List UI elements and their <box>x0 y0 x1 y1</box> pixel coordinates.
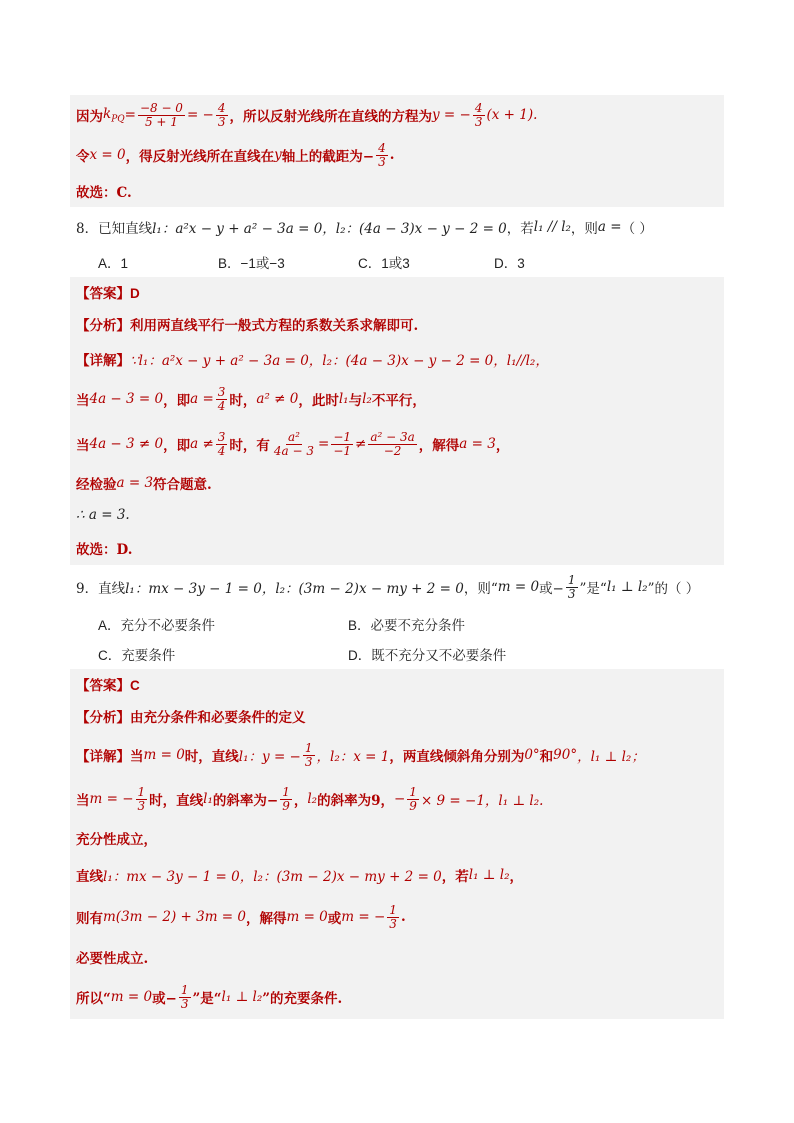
fraction-numerator: 1 <box>282 784 290 799</box>
text: 8．已知直线 <box>76 221 153 237</box>
text: ，得反射光线所在直线在 <box>125 149 275 165</box>
text: 或− <box>539 581 564 597</box>
text: ∵l₁：a²x − y + a² − 3a = 0，l₂：(4a − 3)x − y − 2 = 0，l₁//l₂， <box>130 353 549 369</box>
fraction-denominator: 4 <box>217 398 226 413</box>
text: m = − <box>341 909 386 925</box>
text: l₁ ⊥ l₂ <box>606 579 648 595</box>
fraction-denominator: 3 <box>567 586 576 601</box>
text: l₁：y = − <box>238 749 301 765</box>
text: ≠ <box>355 436 367 452</box>
text: 的斜率为− <box>212 793 279 809</box>
fraction-numerator: a² <box>287 429 300 444</box>
q8-stem <box>70 207 724 247</box>
q8-analysis: 【分析】利用两直线平行一般式方程的系数关系求解即可. <box>76 318 419 334</box>
text: m = 0 <box>497 579 540 595</box>
q8-solution-block <box>70 277 724 565</box>
fraction-denominator: 3 <box>304 754 313 769</box>
text: x = 0 <box>89 147 126 163</box>
text: a = 3 <box>459 436 496 452</box>
fraction-denominator: 3 <box>137 798 146 813</box>
fraction <box>331 431 353 457</box>
fraction <box>368 431 416 457</box>
text: l₁ ⊥ l₂ <box>221 989 263 1005</box>
text: ， <box>293 793 308 809</box>
text: 或 <box>327 911 342 927</box>
text: . <box>389 147 395 163</box>
fraction-denominator: 3 <box>474 114 483 129</box>
text: 4a − 3 = 0 <box>89 391 164 407</box>
fraction-numerator: 1 <box>389 902 397 917</box>
text: l₁：mx − 3y − 1 = 0，l₂：(3m − 2)x − my + 2 = 0 <box>125 581 464 597</box>
q9-necessity: 必要性成立. <box>76 951 149 967</box>
q8-answer: 【答案】D <box>76 286 140 301</box>
fraction-numerator: 1 <box>137 784 146 799</box>
fraction-denominator: −1 <box>333 443 352 458</box>
text: ”是“ <box>192 991 222 1007</box>
text: ，两直线倾斜角分别为 <box>389 749 525 765</box>
q7-solution-line-1 <box>76 95 718 135</box>
text: a ≠ <box>190 436 214 452</box>
fraction-denominator: 9 <box>409 798 417 813</box>
text: 符合题意. <box>153 477 212 493</box>
fraction-numerator: a² − 3a <box>370 429 415 444</box>
fraction <box>566 574 578 600</box>
text: ，则 <box>570 221 598 237</box>
text: − <box>393 791 406 807</box>
math-k <box>103 106 125 125</box>
text: l₂ <box>307 791 318 807</box>
text: 时，直线 <box>149 793 204 809</box>
fraction <box>216 431 228 457</box>
q9-options-row-2 <box>70 639 724 669</box>
fraction <box>216 386 228 412</box>
text: ，即 <box>163 393 191 409</box>
q9-stem <box>70 565 724 609</box>
text: l₁：mx − 3y − 1 = 0，l₂：(3m − 2)x − my + 2 = 0 <box>103 869 442 885</box>
q8-therefore <box>76 499 718 531</box>
fraction-numerator: 1 <box>180 982 189 997</box>
fraction-numerator: 3 <box>217 384 226 399</box>
text: m = − <box>89 791 134 807</box>
q7-solution-line-2 <box>76 135 718 175</box>
option-a: A．1 <box>98 256 129 271</box>
q8-options <box>70 247 724 277</box>
fraction-numerator: 1 <box>567 572 576 587</box>
fraction <box>387 904 399 930</box>
fraction <box>272 431 316 457</box>
q9-sufficiency: 充分性成立， <box>76 832 157 848</box>
text: m(3m − 2) + 3m = 0 <box>103 909 246 925</box>
text: ，l₂：x = 1 <box>316 749 390 765</box>
text: a² ≠ 0 <box>256 391 299 407</box>
text: ∴ a = 3. <box>76 507 130 523</box>
text: = <box>318 436 330 452</box>
fraction-numerator: 1 <box>409 784 417 799</box>
q9-detail-2 <box>76 777 718 821</box>
q9-detail-3 <box>76 855 718 895</box>
text: PQ <box>111 114 125 125</box>
text: = <box>124 107 136 123</box>
text: 经检验 <box>76 477 117 493</box>
text: 和 <box>539 749 554 765</box>
text: × 9 = −1，l₁ ⊥ l₂. <box>420 793 544 809</box>
fraction-denominator: 4a − 3 <box>273 443 315 458</box>
text: 故选：C. <box>76 185 132 201</box>
q9-conclusion <box>76 975 718 1019</box>
fraction-denominator: 3 <box>389 916 397 931</box>
text: 则有 <box>76 911 103 927</box>
q8-case-1 <box>76 377 718 421</box>
text: y = − <box>432 107 471 123</box>
option-c: C．1或3 <box>358 256 410 271</box>
option-c: C．充要条件 <box>98 648 176 663</box>
text: 直线 <box>76 869 103 885</box>
fraction-denominator: −2 <box>383 443 402 458</box>
text: 时， <box>229 393 257 409</box>
q9-options-row-1 <box>70 609 724 639</box>
q9-detail-4 <box>76 895 718 939</box>
text: m = 0 <box>110 989 153 1005</box>
fraction <box>216 102 228 128</box>
fraction-numerator: 4 <box>378 140 386 155</box>
text: ，此时 <box>298 393 339 409</box>
text: （ ） <box>621 221 653 237</box>
text: 时，有 <box>229 438 270 454</box>
fraction <box>303 742 315 768</box>
text: m = 0 <box>143 747 185 763</box>
text: l₁ ⊥ l₂ <box>468 867 510 883</box>
fraction-numerator: −1 <box>333 429 352 444</box>
text: ”的充要条件. <box>262 991 343 1007</box>
text: ，解得 <box>418 438 460 454</box>
text: 时，直线 <box>184 749 239 765</box>
text: 9．直线 <box>76 581 126 597</box>
text: ，若 <box>441 869 469 885</box>
text: 4a − 3 ≠ 0 <box>89 436 164 452</box>
text: = − <box>186 107 214 123</box>
q9-solution-block <box>70 669 724 1019</box>
text: k <box>103 105 112 122</box>
q9-analysis: 【分析】由充分条件和必要条件的定义 <box>76 710 306 726</box>
fraction-numerator: 4 <box>474 100 483 115</box>
text: 【详解】当 <box>76 749 144 765</box>
text: 令 <box>76 149 90 165</box>
fraction-denominator: 3 <box>217 114 226 129</box>
fraction <box>376 142 388 168</box>
fraction <box>136 786 148 812</box>
fraction-numerator: 4 <box>217 100 226 115</box>
fraction-denominator: 5 + 1 <box>144 114 178 129</box>
text: ，l₁ ⊥ l₂； <box>577 749 645 765</box>
text: 【详解】 <box>76 353 130 369</box>
text: 不平行， <box>371 393 426 409</box>
text: 当 <box>76 393 90 409</box>
text: 0° <box>524 747 540 763</box>
fraction <box>138 102 185 128</box>
text: ”是“ <box>579 581 607 597</box>
text: ，即 <box>163 438 191 454</box>
option-a: A．充分不必要条件 <box>98 618 216 633</box>
text: l₁ // l₂ <box>533 219 571 235</box>
text: 当 <box>76 793 90 809</box>
q7-choose <box>76 175 718 207</box>
q9-answer: 【答案】C <box>76 678 140 693</box>
text: m = 0 <box>286 909 328 925</box>
fraction-denominator: 3 <box>378 154 386 169</box>
text: ，所以反射光线所在直线的方程为 <box>229 109 433 125</box>
text: 90° <box>553 747 578 763</box>
text: 因为 <box>76 109 103 125</box>
fraction <box>179 984 191 1010</box>
text: y <box>274 147 282 163</box>
text: a = <box>190 391 214 407</box>
text: l₂ <box>362 391 372 407</box>
text: ， <box>509 869 524 885</box>
fraction-denominator: 4 <box>217 443 226 458</box>
text: ，解得 <box>245 911 287 927</box>
text: . <box>400 909 406 925</box>
text: ，若 <box>506 221 534 237</box>
text: a = 3 <box>116 475 154 491</box>
q9-detail-1 <box>76 733 718 777</box>
text: 的斜率为9， <box>317 793 394 809</box>
q8-check <box>76 467 718 499</box>
text: ，则“ <box>463 581 498 597</box>
text: 所以“ <box>76 991 111 1007</box>
option-b: B．必要不充分条件 <box>348 618 466 633</box>
fraction-numerator: −8 − 0 <box>139 100 183 115</box>
option-b: B．−1或−3 <box>218 256 285 271</box>
text: 或− <box>152 991 177 1007</box>
q8-detail <box>76 341 718 377</box>
fraction-denominator: 9 <box>282 798 290 813</box>
fraction <box>407 786 419 812</box>
fraction-numerator: 3 <box>217 429 226 444</box>
q7-solution-block <box>70 95 724 207</box>
document-page <box>70 95 724 1019</box>
text: l₁ <box>203 791 213 807</box>
fraction <box>280 786 292 812</box>
text: ”的（ ） <box>647 581 700 597</box>
option-d: D．3 <box>494 256 525 271</box>
fraction-denominator: 3 <box>180 996 189 1011</box>
q8-choose: 故选：D. <box>76 542 133 558</box>
text: 轴上的截距为− <box>281 149 375 165</box>
text: a = <box>597 219 622 235</box>
q8-case-2 <box>76 421 718 467</box>
option-d: D．既不充分又不必要条件 <box>348 648 507 663</box>
text: l₁ <box>338 391 349 407</box>
text: l₁：a²x − y + a² − 3a = 0，l₂：(4a − 3)x − y − 2 = 0 <box>152 221 507 237</box>
text: ， <box>495 438 510 454</box>
text: 当 <box>76 438 90 454</box>
fraction-numerator: 1 <box>304 740 313 755</box>
text: (x + 1). <box>486 107 538 123</box>
text: 与 <box>348 393 363 409</box>
fraction <box>473 102 485 128</box>
